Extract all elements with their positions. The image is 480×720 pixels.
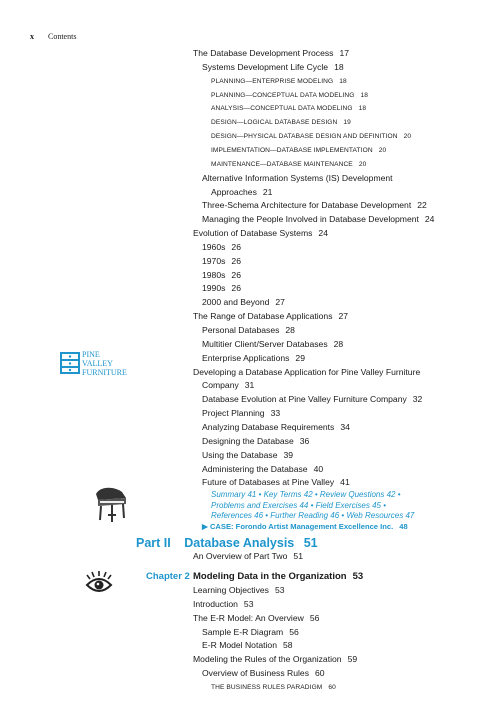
- grand-piano-icon: [92, 484, 128, 529]
- toc-entry: [202, 422, 350, 433]
- chapter-title: Modeling Data in the Organization 53: [193, 571, 364, 582]
- toc-entry-title: 1990s: [202, 283, 226, 294]
- toc-entry: [211, 103, 366, 114]
- toc-entry-page: 41: [340, 477, 350, 488]
- toc-entry: [202, 270, 241, 281]
- page-header: [30, 32, 76, 41]
- toc-entry-page: 20: [378, 146, 387, 154]
- toc-entry: [193, 228, 328, 239]
- toc-entry-title: 1970s: [202, 255, 226, 266]
- toc-entry: [211, 159, 366, 170]
- toc-entry: [202, 353, 305, 364]
- toc-entry-title: The Range of Database Applications: [193, 311, 333, 322]
- toc-entry-page: 31: [244, 380, 255, 391]
- logo-text: PINE VALLEY FURNITURE: [82, 350, 127, 377]
- toc-entry: [202, 640, 293, 651]
- toc-entry-page: 24: [424, 214, 435, 225]
- toc-entry-title: The Database Development Process: [193, 48, 334, 58]
- toc-entry-title: Analyzing Database Requirements: [202, 421, 335, 432]
- toc-entry-title: Alternative Information Systems (IS) Development: [202, 172, 393, 183]
- toc-entry: [202, 627, 299, 638]
- toc-entry-page: 18: [339, 77, 347, 85]
- toc-entry: [193, 585, 285, 596]
- toc-entry-title: Project Planning: [202, 408, 265, 419]
- toc-entry: [193, 654, 357, 665]
- toc-entry-title: 1980s: [202, 269, 226, 280]
- toc-entry-page: 18: [334, 61, 344, 72]
- toc-entry-page: 59: [347, 654, 358, 665]
- toc-entry-page: 26: [231, 283, 241, 294]
- toc-entry-page: 29: [295, 352, 305, 363]
- toc-entry-title: Personal Databases: [202, 325, 280, 335]
- toc-entry: [202, 297, 285, 308]
- running-title: Contents: [48, 32, 77, 41]
- toc-entry: [193, 48, 349, 59]
- part-title: Database Analysis: [184, 536, 295, 550]
- toc-entry-page: 24: [318, 228, 328, 239]
- toc-entry-title: ▶ CASE: Forondo Artist Management Excellence Inc.: [202, 521, 394, 531]
- toc-entry-page: 53: [243, 598, 254, 609]
- toc-entry-title: Designing the Database: [202, 435, 294, 446]
- toc-entry-title: 2000 and Beyond: [202, 297, 270, 308]
- part-heading: [136, 536, 318, 550]
- toc-entry-title: Systems Development Life Cycle: [202, 61, 329, 72]
- toc-entry: [202, 464, 323, 475]
- toc-entry-title: Introduction: [193, 598, 238, 609]
- toc-entry: [202, 325, 295, 336]
- toc-entry-page: 28: [333, 338, 344, 349]
- toc-entry-page: 18: [358, 105, 367, 113]
- toc-entry: [202, 62, 344, 73]
- toc-entry: [202, 408, 280, 419]
- toc-entry-title: Enterprise Applications: [202, 352, 290, 363]
- toc-entry-title: An Overview of Part Two: [193, 551, 288, 561]
- toc-entry-page: 33: [270, 408, 281, 419]
- toc-entry-page: 27: [338, 311, 349, 322]
- toc-entry-title: References 46 • Further Reading 46 • Web Resources 47: [211, 510, 415, 520]
- toc-entry-title: Sample E-R Diagram: [202, 626, 284, 637]
- toc-entry: [202, 436, 309, 447]
- toc-entry-title: Summary 41 • Key Terms 42 • Review Questions 42 •: [211, 490, 401, 500]
- toc-entry: [202, 200, 427, 211]
- toc-entry-title: Three-Schema Architecture for Database Development: [202, 200, 412, 211]
- part-number: Part II: [136, 536, 171, 550]
- toc-entry-title: Administering the Database: [202, 463, 308, 474]
- toc-entry: [211, 489, 401, 500]
- toc-entry-page: 22: [417, 200, 427, 211]
- toc-entry-page: 32: [412, 394, 423, 405]
- toc-entry-page: 20: [403, 133, 412, 141]
- toc-entry-page: 39: [283, 449, 294, 460]
- part-page: 51: [303, 536, 318, 550]
- toc-entry-page: 56: [309, 612, 320, 623]
- toc-entry-page: 28: [285, 325, 295, 335]
- toc-entry: [202, 283, 241, 294]
- toc-entry: [202, 380, 254, 391]
- pine-valley-logo: [60, 352, 80, 379]
- toc-entry-page: 27: [275, 297, 285, 308]
- toc-entry-title: Problems and Exercises 44 • Field Exercises 45 •: [211, 500, 387, 510]
- toc-entry-title: 1960s: [202, 241, 226, 252]
- toc-entry: [202, 668, 325, 679]
- toc-entry: [193, 613, 319, 624]
- toc-entry-title: Learning Objectives: [193, 585, 269, 595]
- toc-entry-page: 17: [339, 48, 349, 58]
- toc-entry-title: PLANNING—CONCEPTUAL DATA MODELING: [211, 91, 355, 99]
- toc-entry-title: PLANNING—ENTERPRISE MODELING: [211, 77, 334, 85]
- toc-entry-title: MAINTENANCE—DATABASE MAINTENANCE: [211, 160, 353, 168]
- toc-entry-title: Database Evolution at Pine Valley Furniture Company: [202, 394, 407, 405]
- toc-entry: [202, 173, 393, 184]
- toc-entry-title: DESIGN—LOGICAL DATABASE DESIGN: [211, 119, 338, 127]
- toc-entry: [193, 311, 348, 322]
- toc-entry-page: 26: [231, 255, 241, 266]
- toc-entry: [202, 521, 408, 532]
- toc-entry-title: Evolution of Database Systems: [193, 228, 313, 239]
- toc-entry-page: 26: [231, 269, 241, 280]
- toc-entry-page: 40: [313, 463, 324, 474]
- toc-entry-title: THE BUSINESS RULES PARADIGM: [211, 683, 323, 691]
- toc-entry: [211, 682, 336, 693]
- toc-entry: [202, 214, 434, 225]
- toc-entry: [211, 131, 411, 142]
- toc-entry-page: 60: [315, 668, 325, 679]
- toc-entry: [211, 76, 347, 87]
- toc-entry: [193, 599, 253, 610]
- toc-entry-title: Future of Databases at Pine Valley: [202, 477, 335, 488]
- toc-entry-page: 53: [274, 585, 285, 595]
- toc-entry-title: IMPLEMENTATION—DATABASE IMPLEMENTATION: [211, 146, 373, 154]
- toc-entry-page: 48: [399, 521, 408, 531]
- toc-entry: [211, 145, 386, 156]
- toc-entry-page: 51: [293, 551, 303, 561]
- toc-entry-title: The E-R Model: An Overview: [193, 612, 304, 623]
- toc-entry: [202, 394, 422, 405]
- toc-entry: [211, 187, 272, 198]
- toc-entry: [211, 510, 414, 521]
- toc-entry: [211, 90, 368, 101]
- toc-entry: [202, 339, 343, 350]
- eye-icon: [84, 571, 114, 600]
- toc-entry-page: 20: [358, 160, 367, 168]
- toc-entry-title: Developing a Database Application for Pine Valley Furniture: [193, 366, 421, 377]
- toc-entry-page: 18: [360, 91, 369, 99]
- toc-entry-title: E-R Model Notation: [202, 640, 277, 651]
- toc-entry-title: Company: [202, 380, 239, 391]
- toc-entry-page: 56: [289, 626, 299, 637]
- toc-entry-title: Approaches: [211, 186, 257, 197]
- toc-entry-title: Managing the People Involved in Database Development: [202, 214, 419, 225]
- toc-entry: [202, 477, 350, 488]
- toc-entry-title: Modeling the Rules of the Organization: [193, 654, 342, 665]
- toc-entry-title: Using the Database: [202, 449, 278, 460]
- chapter-label: Chapter 2: [146, 571, 190, 582]
- toc-entry: [202, 256, 241, 267]
- toc-entry-title: DESIGN—PHYSICAL DATABASE DESIGN AND DEFINITION: [211, 133, 398, 141]
- toc-entry-page: 34: [340, 421, 350, 432]
- toc-entry-page: 60: [328, 683, 336, 691]
- toc-entry: [202, 242, 241, 253]
- toc-entry-title: Overview of Business Rules: [202, 668, 309, 679]
- toc-entry-page: 36: [299, 435, 310, 446]
- toc-entry: [211, 500, 386, 511]
- toc-entry-page: 19: [343, 119, 351, 127]
- toc-entry-page: 21: [262, 186, 273, 197]
- toc-entry-title: Multitier Client/Server Databases: [202, 338, 328, 349]
- toc-entry: [202, 450, 293, 461]
- toc-entry-title: ANALYSIS—CONCEPTUAL DATA MODELING: [211, 105, 353, 113]
- toc-entry: [193, 367, 420, 378]
- page-number: x: [30, 32, 34, 41]
- toc-entry-page: 26: [231, 241, 241, 252]
- toc-entry: [193, 551, 303, 562]
- toc-entry-page: 58: [283, 640, 293, 651]
- toc-entry: [211, 117, 351, 128]
